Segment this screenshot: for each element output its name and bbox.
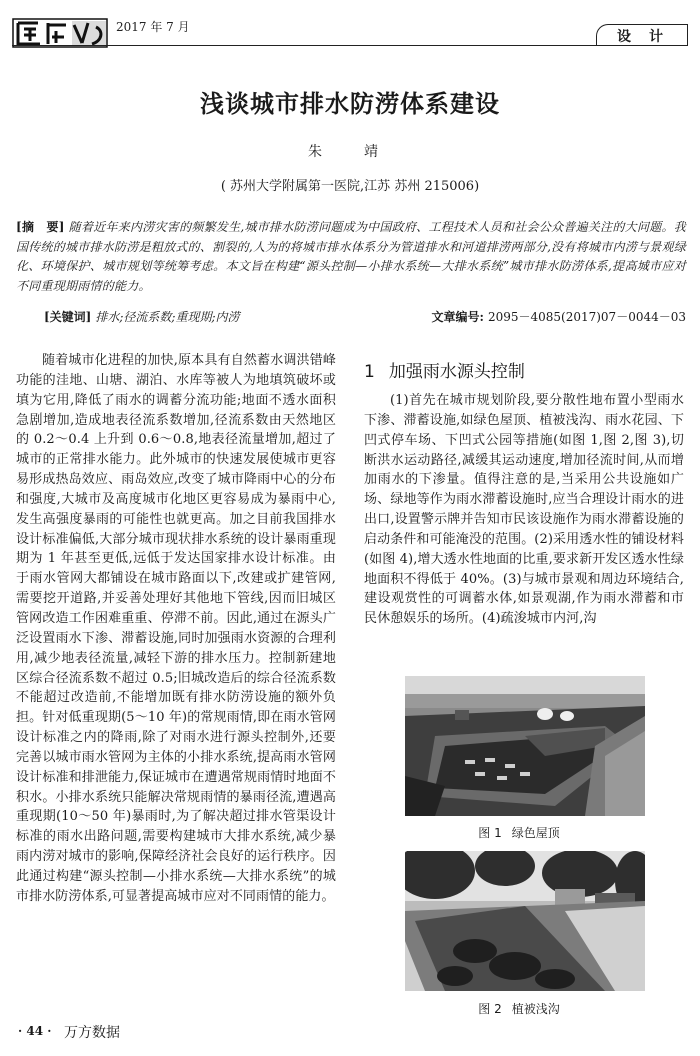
issue-date: 2017 年 7 月 <box>116 20 190 34</box>
figure-1-title: 绿色屋顶 <box>511 826 560 840</box>
magazine-name: 万方数据 <box>64 1025 120 1041</box>
affiliation: ( 苏州大学附属第一医院,江苏 苏州 215006) <box>220 179 480 194</box>
keywords-label: [关键词] <box>44 310 92 324</box>
figure-2-title: 植被浅沟 <box>511 1002 560 1016</box>
keywords <box>44 308 240 325</box>
article-title: 浅谈城市排水防涝体系建设 <box>200 90 500 118</box>
author-name: 朱 靖 <box>308 144 392 160</box>
section-number: 1 <box>364 362 375 382</box>
figure-2-caption <box>364 1000 684 1017</box>
article-number-label: 文章编号: <box>431 310 484 324</box>
article-number-value: 2095－4085(2017)07－0044－03 <box>487 310 686 324</box>
figure-1-label: 图 1 <box>478 826 502 840</box>
page-number: · 44 · <box>18 1024 52 1038</box>
section-heading <box>364 357 525 382</box>
article-number <box>432 308 687 325</box>
body-left-column: 随着城市化进程的加快,原本具有自然蓄水调洪错峰功能的洼地、山塘、湖泊、水库等被人为地填筑破坏或填为它用,降低了雨水的调蓄分流功能;地面不透水面积急剧增加,造成地表径流系数增加,径流系数由天然地区的 0.2～0.4 上升到 0.6～0.8,地表径流量增加,超过了城市的正常排水能力。此外城市的快速发展使城市更容易形成热岛效应、雨岛效应,改变了城市降雨中心的分布和强度,大城市及高度城市化地区更容易成为暴雨中心,发生高强度暴雨的可能性也就更高。加之目前我国排水设计标准偏低,大部分城市现状排水系统的设计暴雨重现期为 1 年甚至更低,远低于发达国家排水设计标准。由于雨水管网大都铺设在城市路面以下,改建或扩建管网,需要挖开道路,并妥善处理好其他地下管线,因而旧城区管网改造工作困难重重、停滞不前。因此,通过在源头广泛设置雨水下渗、滞蓄设施,同时加强雨水资源的合理利用,减少地表径流量,减轻下游的排水压力。控制新建地区综合径流系数不超过 0.5;旧城改造后的综合径流系数不能超过改造前,不能增加既有排水防涝设施的额外负担。针对低重现期(5～10 年)的常规雨情,即在雨水管网设计标准之内的降雨,除了对雨水进行源头控制外,还要完善以城市雨水管网为主体的小排水系统,提高雨水管网设计标准和排泄能力,保证城市在遭遇常规雨情时地面不积水。小排水系统只能解决常规雨情的暴雨径流,遭遇高重现期(10～50 年)暴雨时,为了解决超过排水管渠设计标准的雨水出路问题,需要构建城市大排水系统,减少暴雨内涝对城市的影响,保障经济社会良好的运行秩序。因此通过构建“源头控制—小排水系统—大排水系统”的城市排水防涝体系,可显著提高城市应对不同雨情的能力。 <box>16 353 336 904</box>
figure-2-image <box>405 851 645 991</box>
section-title: 加强雨水源头控制 <box>388 362 525 382</box>
figure-2-label: 图 2 <box>478 1002 502 1016</box>
keywords-text: 排水;径流系数;重现期;内涝 <box>95 310 240 324</box>
body-right-column: (1)首先在城市规划阶段,要分散性地布置小型雨水下渗、滞蓄设施,如绿色屋顶、植被浅沟、雨水花园、下凹式停车场、下凹式公园等措施(如图 1,图 2,图 3),切断洪水运动路径,减缓其运动速度,增加径流时间,从而增加雨水的下渗量。值得注意的是,当采用公共设施如广场、绿地等作为雨水滞蓄设施时,应当合理设计雨水的进出口,设置警示牌并告知市民该设施作为雨水滞蓄设施的启动条件和可能淹没的范围。(2)采用透水性的铺设材料(如图 4),增大透水性地面的比重,要求新开发区透水性绿地面积不得低于 40%。(3)与城市景观和周边环境结合,建设观赏性的可调蓄水体,如景观湖,作为雨水滞蓄和市民休憩娱乐的场所。(4)疏浚城市内河,沟 <box>364 393 685 627</box>
abstract <box>16 218 686 297</box>
figure-1-image <box>405 676 645 816</box>
section-tab: 设计 <box>596 24 688 46</box>
abstract-text: 随着近年来内涝灾害的频繁发生,城市排水防涝问题成为中国政府、工程技术人员和社会公众普遍关注的大问题。我国传统的城市排水防涝是粗放式的、割裂的,人为的将城市排水体系分为管道排水和河道排涝两部分,没有将城市内涝与景观绿化、环境保护、城市规划等统筹考虑。本文旨在构建“源头控制—小排水系统—大排水系统”城市排水防涝体系,提高城市应对不同重现期雨情的能力。 <box>16 220 686 294</box>
figure-1-caption <box>364 824 684 841</box>
header-rule <box>12 45 688 46</box>
abstract-label: [摘 要] <box>16 220 65 234</box>
